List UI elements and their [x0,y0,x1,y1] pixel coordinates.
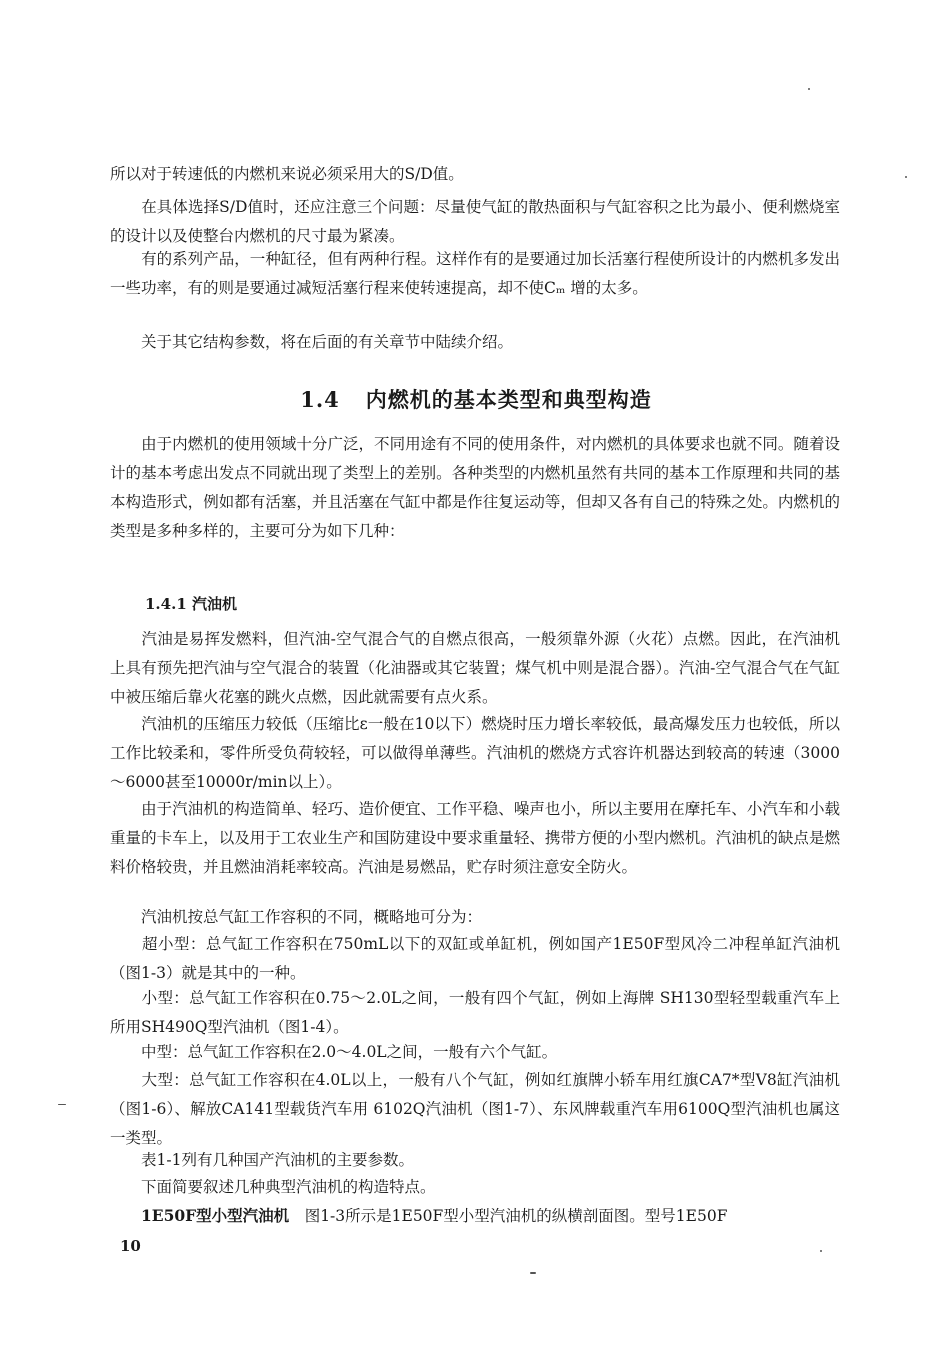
paragraph-typical-features: 下面简要叙述几种典型汽油机的构造特点。 [110,1178,436,1196]
paragraph-1e50f-text: 图1-3所示是1E50F型小型汽油机的纵横剖面图。型号1E50F [289,1207,728,1225]
scan-speck [905,176,907,178]
paragraph-compression: 汽油机的压缩压力较低（压缩比ε一般在10以下）燃烧时压力增长率较低，最高爆发压力也较低，所以工作比较柔和，零件所受负荷较轻，可以做得单薄些。汽油机的燃烧方式容许机器达到较高的转速（3000～6000甚至10000r/min以上）。 [110,715,840,791]
scan-speck [820,1250,822,1252]
subsection-heading: 1.4.1 汽油机 [145,595,237,613]
paragraph-three-issues: 在具体选择S/D值时，还应注意三个问题：尽量使气缸的散热面积与气缸容积之比为最小、便利燃烧室的设计以及使整台内燃机的尺寸最为紧凑。 [110,198,840,245]
page-number: 10 [120,1237,141,1255]
paragraph-ultra-small: 超小型：总气缸工作容积在750mL以下的双缸或单缸机，例如国产1E50F型风冷二冲程单缸汽油机（图1-3）就是其中的一种。 [110,935,840,982]
section-title: 内燃机的基本类型和典型构造 [365,387,652,412]
scan-speck [808,88,810,90]
paragraph-series-products: 有的系列产品，一种缸径，但有两种行程。这样作有的是要通过加长活塞行程使所设计的内燃机多发出一些功率，有的则是要通过减短活塞行程来使转速提高，却不使Cₘ 增的太多。 [110,250,840,297]
paragraph-small: 小型：总气缸工作容积在0.75～2.0L之间，一般有四个气缸，例如上海牌 SH130型轻型载重汽车上所用SH490Q型汽油机（图1-4）。 [110,989,840,1036]
section-heading [0,382,952,418]
section-number: 1.4 [300,387,340,412]
paragraph-gasoline-ignition: 汽油是易挥发燃料，但汽油-空气混合气的自燃点很高，一般须靠外源（火花）点燃。因此，在汽油机上具有预先把汽油与空气混合的装置（化油器或其它装置；煤气机中则是混合器）。汽油-空气混合气在气缸中被压缩后靠火花塞的跳火点燃，因此就需要有点火系。 [110,630,840,706]
paragraph-table-reference: 表1-1列有几种国产汽油机的主要参数。 [110,1151,414,1169]
paragraph-engine-types-intro: 由于内燃机的使用领域十分广泛，不同用途有不同的使用条件，对内燃机的具体要求也就不同。随着设计的基本考虑出发点不同就出现了类型上的差别。各种类型的内燃机虽然有共同的基本工作原理和共同的基本构造形式，例如都有活塞，并且活塞在气缸中都是作往复运动等，但却又各有自己的特殊之处。内燃机的类型是多种多样的，主要可分为如下几种： [110,435,840,540]
paragraph-1e50f [110,1201,840,1231]
paragraph-classification: 汽油机按总气缸工作容积的不同，概略地可分为： [110,908,483,926]
paragraph-large: 大型：总气缸工作容积在4.0L以上，一般有八个气缸，例如红旗牌小轿车用红旗CA7*型V8缸汽油机（图1-6）、解放CA141型载货汽车用 6102Q汽油机（图1-7）、东风牌载重汽车用6100Q型汽油机也属这一类型。 [110,1071,840,1147]
scan-speck [530,1272,536,1274]
paragraph-applications: 由于汽油机的构造简单、轻巧、造价便宜、工作平稳、噪声也小，所以主要用在摩托车、小汽车和小载重量的卡车上，以及用于工农业生产和国防建设中要求重量轻、携带方便的小型内燃机。汽油机的缺点是燃料价格较贵，并且燃油消耗率较高。汽油是易燃品，贮存时须注意安全防火。 [110,800,840,876]
paragraph-medium: 中型：总气缸工作容积在2.0～4.0L之间，一般有六个气缸。 [110,1043,558,1061]
paragraph-1e50f-lead: 1E50F型小型汽油机 [110,1206,290,1225]
scan-speck [58,1104,66,1105]
paragraph-sd-ratio-conclusion: 所以对于转速低的内燃机来说必须采用大的S/D值。 [110,165,464,183]
paragraph-other-parameters: 关于其它结构参数，将在后面的有关章节中陆续介绍。 [110,333,514,351]
